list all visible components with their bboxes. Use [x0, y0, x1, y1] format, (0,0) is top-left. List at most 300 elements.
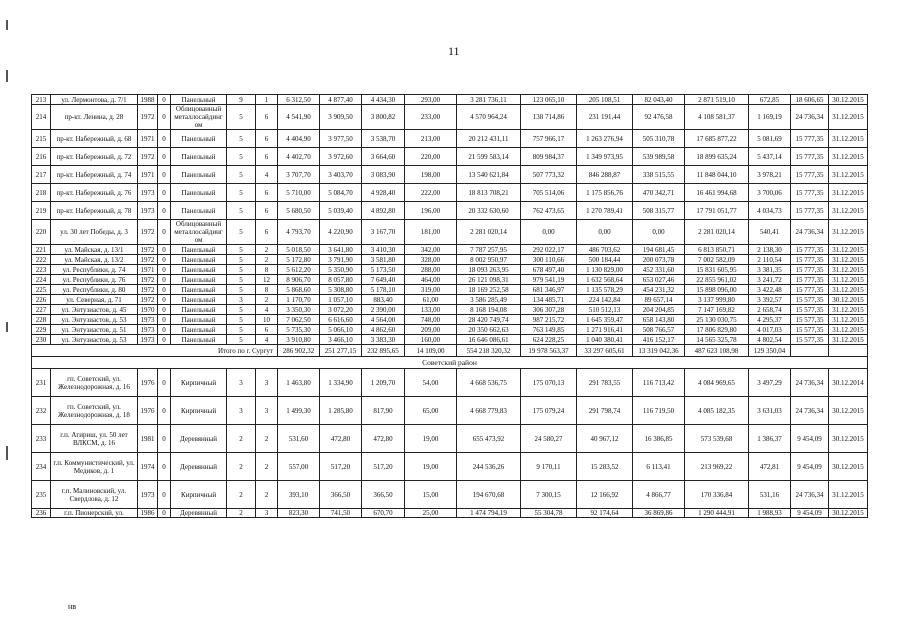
table-cell: 18 606,65	[791, 95, 829, 105]
table-cell: 2 281 020,14	[457, 220, 521, 245]
table-cell: 3	[256, 509, 278, 518]
table-cell: 5	[227, 184, 256, 202]
table-cell: 4 862,60	[362, 325, 405, 335]
table-cell: 3 909,50	[320, 105, 362, 130]
table-row	[32, 335, 868, 345]
table-cell: 31.12.2015	[829, 130, 868, 148]
table-cell: 3 381,35	[749, 265, 791, 275]
table-cell: 5 173,50	[362, 265, 405, 275]
subtotal-value	[791, 345, 829, 357]
table-cell: 809 984,37	[521, 148, 577, 166]
table-cell: 133,00	[405, 305, 457, 315]
table-cell: пр-кт. Набережный, д. 68	[51, 130, 138, 148]
table-cell: 116 713,42	[633, 369, 685, 397]
table-cell: 678 497,40	[521, 265, 577, 275]
table-cell: 0	[158, 166, 171, 184]
table-cell: 233,00	[405, 105, 457, 130]
table-cell: 0	[158, 295, 171, 305]
table-cell: 89 657,14	[633, 295, 685, 305]
table-cell: Панельный	[171, 275, 227, 285]
table-cell: 5	[227, 202, 256, 220]
table-cell: 55 304,78	[521, 509, 577, 518]
table-cell: 20 350 662,63	[457, 325, 521, 335]
table-cell: 5	[227, 275, 256, 285]
table-cell: 338 515,55	[633, 166, 685, 184]
table-cell: 817,90	[362, 397, 405, 425]
table-cell: 1 645 359,47	[577, 315, 633, 325]
table-cell: 31.12.2015	[829, 335, 868, 345]
table-cell: 2	[256, 295, 278, 305]
table-cell: 15 577,35	[791, 335, 829, 345]
table-cell: 3 167,70	[362, 220, 405, 245]
table-cell: 4 541,90	[278, 105, 320, 130]
table-cell: 222,00	[405, 184, 457, 202]
table-cell: 2	[256, 481, 278, 509]
table-cell: 4 892,80	[362, 202, 405, 220]
table-cell: ул. Северная, д. 71	[51, 295, 138, 305]
table-body	[32, 95, 868, 518]
table-cell: 15 577,35	[791, 305, 829, 315]
table-cell: 539 989,58	[633, 148, 685, 166]
table-cell: 4 877,40	[320, 95, 362, 105]
table-cell: 0	[158, 265, 171, 275]
table-cell: 15 777,35	[791, 148, 829, 166]
table-row	[32, 369, 868, 397]
table-cell: 1 135 578,29	[577, 285, 633, 295]
table-cell: 7 300,15	[521, 481, 577, 509]
table-cell: 3 581,80	[362, 255, 405, 265]
table-row	[32, 425, 868, 453]
table-cell: 500 184,44	[577, 255, 633, 265]
table-cell: Кирпичный	[171, 481, 227, 509]
table-cell: 235	[32, 481, 51, 509]
table-cell: г.п. Малиновский, ул. Свердлова, д. 12	[51, 481, 138, 509]
table-cell: Кирпичный	[171, 369, 227, 397]
table-cell: 5	[227, 285, 256, 295]
table-cell: 472,80	[362, 425, 405, 453]
table-cell: 5 081,69	[749, 130, 791, 148]
table-cell: ул. Энтузиастов, д. 53	[51, 335, 138, 345]
table-cell: 31.12.2015	[829, 184, 868, 202]
table-cell: Панельный	[171, 325, 227, 335]
subtotal-value: 129 350,04	[749, 345, 791, 357]
table-cell: 328,00	[405, 255, 457, 265]
table-cell: 291 798,74	[577, 397, 633, 425]
table-cell: 222	[32, 255, 51, 265]
table-cell: 232	[32, 397, 51, 425]
table-cell: 1970	[138, 305, 158, 315]
table-cell: Панельный	[171, 245, 227, 255]
table-cell: 30.12.2015	[829, 295, 868, 305]
table-cell: 3 410,30	[362, 245, 405, 255]
table-cell: 3 910,80	[278, 335, 320, 345]
table-cell: 1 988,93	[749, 509, 791, 518]
table-cell: 486 703,62	[577, 245, 633, 255]
table-cell: 3 586 285,49	[457, 295, 521, 305]
table-cell: 5 735,30	[278, 325, 320, 335]
table-cell: 979 541,19	[521, 275, 577, 285]
table-row	[32, 148, 868, 166]
table-cell: 9 454,09	[791, 453, 829, 481]
table-cell: ул. 30 лет Победы, д. 3	[51, 220, 138, 245]
table-cell: Панельный	[171, 305, 227, 315]
table-cell: 2 390,00	[362, 305, 405, 315]
table-row	[32, 202, 868, 220]
table-cell: 24 736,34	[791, 369, 829, 397]
table-cell: пр-кт. Набережный, д. 72	[51, 148, 138, 166]
table-cell: Панельный	[171, 166, 227, 184]
table-cell: 4 866,77	[633, 481, 685, 509]
table-cell: Панельный	[171, 255, 227, 265]
table-cell: 223	[32, 265, 51, 275]
table-cell: 672,85	[749, 95, 791, 105]
table-cell: 0	[158, 425, 171, 453]
table-cell: 1973	[138, 335, 158, 345]
table-cell: 5 308,80	[320, 285, 362, 295]
table-cell: 24 736,34	[791, 397, 829, 425]
table-cell: 3	[256, 369, 278, 397]
table-cell: 12	[256, 275, 278, 285]
table-cell: 8	[256, 265, 278, 275]
section-header-row	[32, 357, 868, 369]
table-cell: 3 641,80	[320, 245, 362, 255]
table-cell: Панельный	[171, 148, 227, 166]
table-cell: 1 271 916,41	[577, 325, 633, 335]
table-cell: 3 403,70	[320, 166, 362, 184]
table-cell: 505 310,78	[633, 130, 685, 148]
table-cell: Панельный	[171, 285, 227, 295]
table-cell: 2	[227, 453, 256, 481]
table-cell: 213 969,22	[685, 453, 749, 481]
table-cell: 823,30	[278, 509, 320, 518]
table-cell: 4 570 964,24	[457, 105, 521, 130]
table-cell: 6	[256, 130, 278, 148]
table-cell: 0	[158, 481, 171, 509]
table-cell: 5 612,20	[278, 265, 320, 275]
table-cell: 3 241,72	[749, 275, 791, 285]
table-cell: 531,16	[749, 481, 791, 509]
table-cell: 1972	[138, 295, 158, 305]
table-cell: 3 466,10	[320, 335, 362, 345]
subtotal-value: 33 297 605,61	[577, 345, 633, 357]
subtotal-label: Итого по г. Сургут	[32, 345, 278, 357]
table-cell: 293,00	[405, 95, 457, 105]
table-cell: 366,50	[320, 481, 362, 509]
table-cell: 1 175 856,76	[577, 184, 633, 202]
table-cell: 5	[227, 265, 256, 275]
table-cell: 2	[227, 481, 256, 509]
table-cell: 15 777,35	[791, 265, 829, 275]
table-cell: 1 349 973,95	[577, 148, 633, 166]
table-cell: 655 473,92	[457, 425, 521, 453]
table-cell: 12 166,92	[577, 481, 633, 509]
table-cell: 9 454,09	[791, 425, 829, 453]
table-cell: 5	[227, 245, 256, 255]
table-cell: 1972	[138, 275, 158, 285]
table-cell: 204 204,85	[633, 305, 685, 315]
table-cell: 1973	[138, 325, 158, 335]
table-cell: Панельный	[171, 130, 227, 148]
table-cell: 31.12.2015	[829, 148, 868, 166]
subtotal-value: 251 277,15	[320, 345, 362, 357]
table-cell: 1 463,80	[278, 369, 320, 397]
table-cell: 8	[256, 285, 278, 295]
table-cell: 15 777,35	[791, 275, 829, 285]
table-cell: 8 002 950,97	[457, 255, 521, 265]
table-cell: 30.12.2015	[829, 425, 868, 453]
table-cell: 22 855 961,02	[685, 275, 749, 285]
table-cell: 30.12.2015	[829, 95, 868, 105]
table-cell: 16 646 086,61	[457, 335, 521, 345]
table-cell: 4 295,37	[749, 315, 791, 325]
table-cell: 0	[158, 453, 171, 481]
table-cell: 5	[227, 325, 256, 335]
table-cell: 2	[256, 255, 278, 265]
table-cell: 1973	[138, 315, 158, 325]
table-cell: 681 346,97	[521, 285, 577, 295]
table-row	[32, 255, 868, 265]
table-cell: 170 336,84	[685, 481, 749, 509]
table-cell: 236	[32, 509, 51, 518]
table-cell: 3	[227, 295, 256, 305]
table-cell: 3 791,90	[320, 255, 362, 265]
table-cell: 24 580,27	[521, 425, 577, 453]
table-cell: 3 383,30	[362, 335, 405, 345]
table-cell: 1976	[138, 369, 158, 397]
table-cell: 16 461 994,68	[685, 184, 749, 202]
table-cell: 200 073,78	[633, 255, 685, 265]
table-cell: 181,00	[405, 220, 457, 245]
table-cell: 8 168 194,08	[457, 305, 521, 315]
table-cell: 13 540 621,84	[457, 166, 521, 184]
table-cell: 4 668 536,75	[457, 369, 521, 397]
table-cell: 215	[32, 130, 51, 148]
table-cell: 3 978,21	[749, 166, 791, 184]
table-cell: 319,00	[405, 285, 457, 295]
table-cell: 5 039,40	[320, 202, 362, 220]
binding-mark	[6, 446, 8, 460]
table-cell: 4 108 581,37	[685, 105, 749, 130]
table-cell: Панельный	[171, 335, 227, 345]
table-cell: пр-кт. Набережный, д. 74	[51, 166, 138, 184]
table-cell: 216	[32, 148, 51, 166]
table-cell: 342,00	[405, 245, 457, 255]
table-cell: 4	[256, 166, 278, 184]
table-cell: 0	[158, 509, 171, 518]
table-cell: 217	[32, 166, 51, 184]
table-cell: 0,00	[577, 220, 633, 245]
table-cell: 15 777,35	[791, 285, 829, 295]
table-cell: 1	[256, 95, 278, 105]
table-cell: 2	[227, 425, 256, 453]
table-cell: ул. Республики, д. 76	[51, 275, 138, 285]
table-cell: 291 783,55	[577, 369, 633, 397]
table-cell: Панельный	[171, 315, 227, 325]
table-row	[32, 481, 868, 509]
table-cell: 5 710,00	[278, 184, 320, 202]
table-cell: 25 130 030,75	[685, 315, 749, 325]
table-cell: 3 422,48	[749, 285, 791, 295]
table-cell: 1 499,30	[278, 397, 320, 425]
table-cell: 762 473,65	[521, 202, 577, 220]
table-cell: 17 791 051,77	[685, 202, 749, 220]
table-cell: 18 093 263,95	[457, 265, 521, 275]
table-cell: 9	[227, 95, 256, 105]
table-cell: 3 972,60	[320, 148, 362, 166]
table-cell: 31.12.2015	[829, 481, 868, 509]
table-cell: 231 191,44	[577, 105, 633, 130]
table-cell: 229	[32, 325, 51, 335]
table-cell: 3 700,06	[749, 184, 791, 202]
table-cell: 5 172,80	[278, 255, 320, 265]
table-cell: 416 152,17	[633, 335, 685, 345]
table-cell: 220	[32, 220, 51, 245]
table-cell: 214	[32, 105, 51, 130]
table-cell: 6 113,41	[633, 453, 685, 481]
table-cell: 4 802,54	[749, 335, 791, 345]
table-cell: 1972	[138, 220, 158, 245]
table-cell: 0	[158, 305, 171, 315]
table-cell: гп. Советский, ул. Железнодорожная, д. 16	[51, 369, 138, 397]
subtotal-value: 13 319 042,36	[633, 345, 685, 357]
table-cell: 31.12.2015	[829, 325, 868, 335]
table-cell: Панельный	[171, 202, 227, 220]
table-cell: 1 169,19	[749, 105, 791, 130]
table-cell: 15 577,35	[791, 325, 829, 335]
table-cell: 160,00	[405, 335, 457, 345]
table-cell: 2 138,30	[749, 245, 791, 255]
binding-mark	[6, 20, 8, 30]
table-cell: 472,80	[320, 425, 362, 453]
table-cell: 30.12.2015	[829, 509, 868, 518]
table-cell: 1 632 568,64	[577, 275, 633, 285]
table-cell: 557,00	[278, 453, 320, 481]
table-cell: 231	[32, 369, 51, 397]
table-cell: 24 736,34	[791, 481, 829, 509]
table-cell: 1971	[138, 166, 158, 184]
table-row	[32, 397, 868, 425]
table-cell: 28 420 749,74	[457, 315, 521, 325]
housing-register-table	[31, 94, 868, 518]
table-cell: 19,00	[405, 453, 457, 481]
table-cell: Панельный	[171, 265, 227, 275]
table-cell: 6	[256, 105, 278, 130]
table-cell: 3 538,70	[362, 130, 405, 148]
table-cell: 0	[158, 315, 171, 325]
table-cell: ул. Майская, д. 13/1	[51, 245, 138, 255]
table-cell: 540,41	[749, 220, 791, 245]
table-cell: 31.12.2015	[829, 255, 868, 265]
table-cell: пр-кт. Ленина, д. 28	[51, 105, 138, 130]
table-cell: 65,00	[405, 397, 457, 425]
table-cell: 5	[227, 335, 256, 345]
table-cell: 0	[158, 95, 171, 105]
table-cell: Облицованный металлосайдинг ом	[171, 105, 227, 130]
table-cell: Деревянный	[171, 509, 227, 518]
table-cell: 15 577,35	[791, 315, 829, 325]
table-cell: 219	[32, 202, 51, 220]
table-cell: 1 334,90	[320, 369, 362, 397]
table-cell: 31.12.2015	[829, 305, 868, 315]
table-cell: 15 777,35	[791, 184, 829, 202]
table-cell: 454 231,32	[633, 285, 685, 295]
table-cell: 14 565 325,78	[685, 335, 749, 345]
table-cell: 5	[227, 148, 256, 166]
table-cell: 472,81	[749, 453, 791, 481]
table-cell: 0	[158, 397, 171, 425]
table-cell: 1 290 444,91	[685, 509, 749, 518]
table-cell: 224	[32, 275, 51, 285]
table-cell: 4 084 969,65	[685, 369, 749, 397]
table-cell: 227	[32, 305, 51, 315]
table-cell: 4 668 779,83	[457, 397, 521, 425]
table-cell: 3 072,20	[320, 305, 362, 315]
table-cell: 82 043,40	[633, 95, 685, 105]
table-cell: Панельный	[171, 295, 227, 305]
table-cell: 18 813 708,21	[457, 184, 521, 202]
table-cell: 4 928,40	[362, 184, 405, 202]
table-cell: 3	[256, 397, 278, 425]
table-cell: 763 149,85	[521, 325, 577, 335]
table-cell: 3 137 999,80	[685, 295, 749, 305]
table-cell: 30.12.2014	[829, 369, 868, 397]
table-cell: Деревянный	[171, 453, 227, 481]
table-cell: 17 685 877,22	[685, 130, 749, 148]
table-cell: 234	[32, 453, 51, 481]
table-cell: 658 143,80	[633, 315, 685, 325]
table-cell: Панельный	[171, 184, 227, 202]
table-row	[32, 285, 868, 295]
table-cell: 7 062,50	[278, 315, 320, 325]
table-cell: 6	[256, 184, 278, 202]
table-cell: 653 027,46	[633, 275, 685, 285]
table-cell: 510 512,13	[577, 305, 633, 315]
table-cell: 1976	[138, 397, 158, 425]
table-cell: 7 649,40	[362, 275, 405, 285]
table-cell: ул. Энтузиастов, д. 51	[51, 325, 138, 335]
page-number: 11	[448, 44, 460, 58]
table-cell: 0	[158, 202, 171, 220]
table-row	[32, 184, 868, 202]
table-cell: 1973	[138, 202, 158, 220]
table-cell: 3 497,29	[749, 369, 791, 397]
table-cell: 21 599 583,14	[457, 148, 521, 166]
table-cell: 1972	[138, 255, 158, 265]
table-cell: 20 212 431,11	[457, 130, 521, 148]
table-cell: 18 899 635,24	[685, 148, 749, 166]
table-cell: 517,20	[320, 453, 362, 481]
table-cell: 4	[256, 335, 278, 345]
table-cell: 36 869,86	[633, 509, 685, 518]
table-cell: 3 664,60	[362, 148, 405, 166]
table-cell: 4 793,70	[278, 220, 320, 245]
table-cell: 5 680,50	[278, 202, 320, 220]
table-cell: 705 514,06	[521, 184, 577, 202]
table-row	[32, 305, 868, 315]
table-cell: 0,00	[521, 220, 577, 245]
table-cell: 4 017,03	[749, 325, 791, 335]
table-row	[32, 166, 868, 184]
table-cell: 31.12.2015	[829, 315, 868, 325]
table-cell: 92 476,58	[633, 105, 685, 130]
table-cell: 226	[32, 295, 51, 305]
table-cell: 4 402,70	[278, 148, 320, 166]
table-cell: 24 736,34	[791, 220, 829, 245]
table-cell: 30.12.2015	[829, 453, 868, 481]
table-cell: 0	[158, 255, 171, 265]
table-cell: 15 577,35	[791, 295, 829, 305]
table-cell: 8 057,80	[320, 275, 362, 285]
